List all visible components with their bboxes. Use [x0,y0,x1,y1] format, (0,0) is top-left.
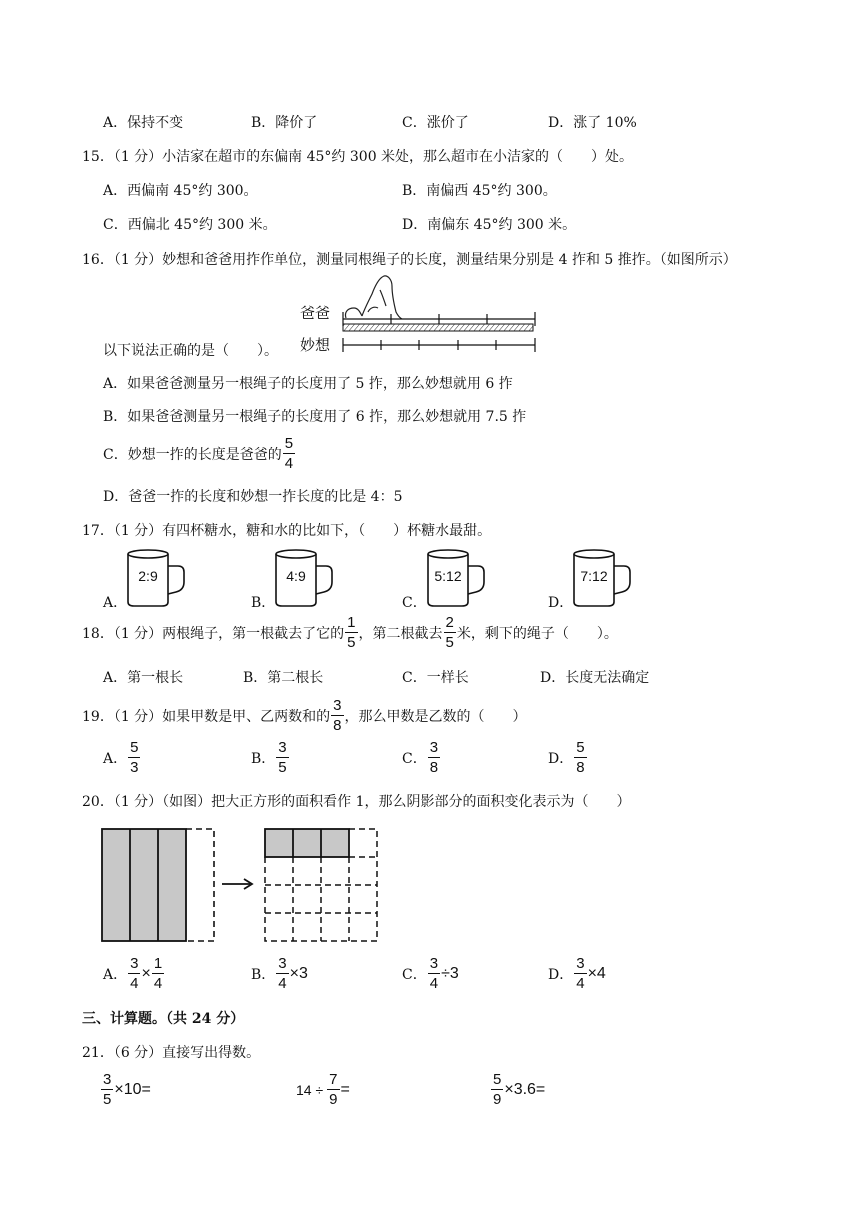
q16-option-d: D．爸爸一拃的长度和妙想一拃长度的比是 4：5 [103,489,403,505]
fraction-denominator: 4 [576,975,585,992]
q15-stem: 15．（1 分）小洁家在超市的东偏南 45°约 300 米处，那么超市在小洁家的（ ）处。 [82,149,634,165]
option-letter: B． [251,966,276,983]
q18-option-a: A．第一根长 [103,670,184,686]
q15-option-a: A．西偏南 45°约 300。 [103,183,258,199]
fraction-numerator: 1 [153,955,163,972]
fraction-numerator: 5 [284,435,294,452]
fraction-numerator: 3 [576,955,585,972]
arrow-right-icon [222,879,252,889]
option-letter: C． [402,966,427,983]
fraction-denominator: 4 [130,975,139,992]
q18-option-d: D．长度无法确定 [540,670,650,686]
fraction-numerator: 1 [347,614,356,631]
option-letter: D． [548,750,574,767]
fraction-numerator: 2 [445,614,454,631]
q19-option-c [402,740,441,775]
fraction-denominator: 4 [153,975,163,992]
fraction-numerator: 5 [493,1071,502,1088]
fraction-numerator: 5 [576,739,585,756]
expression-head: 14 ÷ [296,1081,324,1098]
option-letter: B． [251,750,276,767]
fraction-numerator: 3 [429,739,439,756]
mug-ratio: 4:9 [286,568,306,584]
q14-option-a: A．保持不变 [103,115,184,131]
q16-stem: 16．（1 分）妙想和爸爸用拃作单位，测量同根绳子的长度，测量结果分别是 4 拃和 5 推拃。（如图所示） [82,252,737,268]
q16-option-c-text: C．妙想一拃的长度是爸爸的 [103,446,282,463]
fraction-numerator: 3 [103,1071,112,1088]
mug-d [568,546,634,608]
q19-option-a [103,740,141,775]
q19-option-b [251,740,290,775]
q20-option-a [103,956,165,991]
fraction-numerator: 3 [278,955,287,972]
fraction-denominator: 5 [103,1091,112,1108]
q19-option-d [548,740,588,775]
fraction-denominator: 9 [493,1091,502,1108]
q19-stem-post: ，那么甲数是乙数的（ ） [344,708,527,725]
fraction-denominator: 4 [429,975,439,992]
mug-c [422,546,488,608]
q15-option-c: C．西偏北 45°约 300 米。 [103,217,277,233]
q21-expr-1 [100,1072,151,1107]
q17-letter-b: B． [251,595,276,611]
q19-stem [82,698,527,733]
mug-b [270,546,336,608]
q14-option-d: D．涨了 10% [548,115,637,131]
rope-measure-diagram [338,272,540,357]
fraction-denominator: 5 [347,634,356,651]
fraction-numerator: 7 [329,1071,338,1088]
fraction-numerator: 3 [333,697,342,714]
q20-option-c [402,956,459,991]
square-area-diagram [100,826,382,944]
q20-stem: 20．（1 分）（如图）把大正方形的面积看作 1，那么阴影部分的面积变化表示为（ ） [82,794,631,810]
fraction-denominator: 5 [278,759,287,776]
q21-stem: 21．（6 分）直接写出得数。 [82,1045,261,1061]
expression-tail: ÷3 [441,964,459,982]
fraction-denominator: 8 [429,759,439,776]
mug-ratio: 2:9 [138,568,158,584]
operator: × [141,964,151,982]
q16-option-c [103,436,296,471]
q16-option-a: A．如果爸爸测量另一根绳子的长度用了 5 拃，那么妙想就用 6 拃 [103,376,513,392]
option-letter: D． [548,966,574,983]
q18-stem-post: 米，剩下的绳子（ ）。 [456,625,618,642]
q18-option-b: B．第二根长 [243,670,324,686]
mug-a [122,546,188,608]
expression-tail: ×3 [289,964,308,982]
hand-icon [345,276,402,319]
fraction-denominator: 5 [445,634,454,651]
fraction-numerator: 3 [130,955,139,972]
label-miaoxiang: 妙想 [300,336,331,354]
fraction-numerator: 5 [130,739,139,756]
option-letter: C． [402,750,427,767]
expression-tail: = [340,1080,350,1098]
q14-option-c: C．涨价了 [402,115,469,131]
fraction-denominator: 8 [576,759,585,776]
q16-sub-stem: 以下说法正确的是（ ）。 [103,343,278,359]
fraction-denominator: 4 [278,975,287,992]
section-heading: 三、计算题。（共 24 分） [82,1011,245,1027]
q17-letter-a: A． [103,595,128,611]
fraction-denominator: 8 [333,717,342,734]
q19-stem-pre: 19．（1 分）如果甲数是甲、乙两数和的 [82,708,331,725]
q17-stem: 17．（1 分）有四杯糖水，糖和水的比如下，（ ）杯糖水最甜。 [82,523,492,539]
q20-option-b [251,956,308,991]
fraction-denominator: 3 [130,759,139,776]
q17-letter-c: C． [402,595,427,611]
q18-stem-pre: 18．（1 分）两根绳子，第一根截去了它的 [82,625,345,642]
option-letter: A． [103,966,128,983]
q15-option-b: B．南偏西 45°约 300。 [402,183,557,199]
q20-option-d [548,956,606,991]
q18-stem [82,615,618,650]
q18-option-c: C．一样长 [402,670,469,686]
label-dad: 爸爸 [300,304,331,322]
q17-letter-d: D． [548,595,574,611]
expression-tail: ×3.6= [504,1080,546,1098]
option-letter: A． [103,750,128,767]
rope [343,324,533,331]
shaded-region [265,829,349,857]
expression-tail: ×10= [114,1080,151,1098]
fraction-numerator: 3 [429,955,439,972]
q15-option-d: D．南偏东 45°约 300 米。 [402,217,577,233]
fraction-numerator: 3 [278,739,287,756]
q18-stem-mid: ，第二根截去 [358,625,443,642]
shaded-region [102,829,186,941]
mug-ratio: 7:12 [580,568,608,584]
q21-expr-3 [490,1072,545,1107]
expression-tail: ×4 [587,964,606,982]
fraction-denominator: 4 [284,455,294,472]
mug-ratio: 5:12 [434,568,462,584]
fraction-denominator: 9 [329,1091,338,1108]
q16-option-b: B．如果爸爸测量另一根绳子的长度用了 6 拃，那么妙想就用 7.5 拃 [103,409,527,425]
q14-option-b: B．降价了 [251,115,318,131]
q21-expr-2 [296,1072,350,1107]
